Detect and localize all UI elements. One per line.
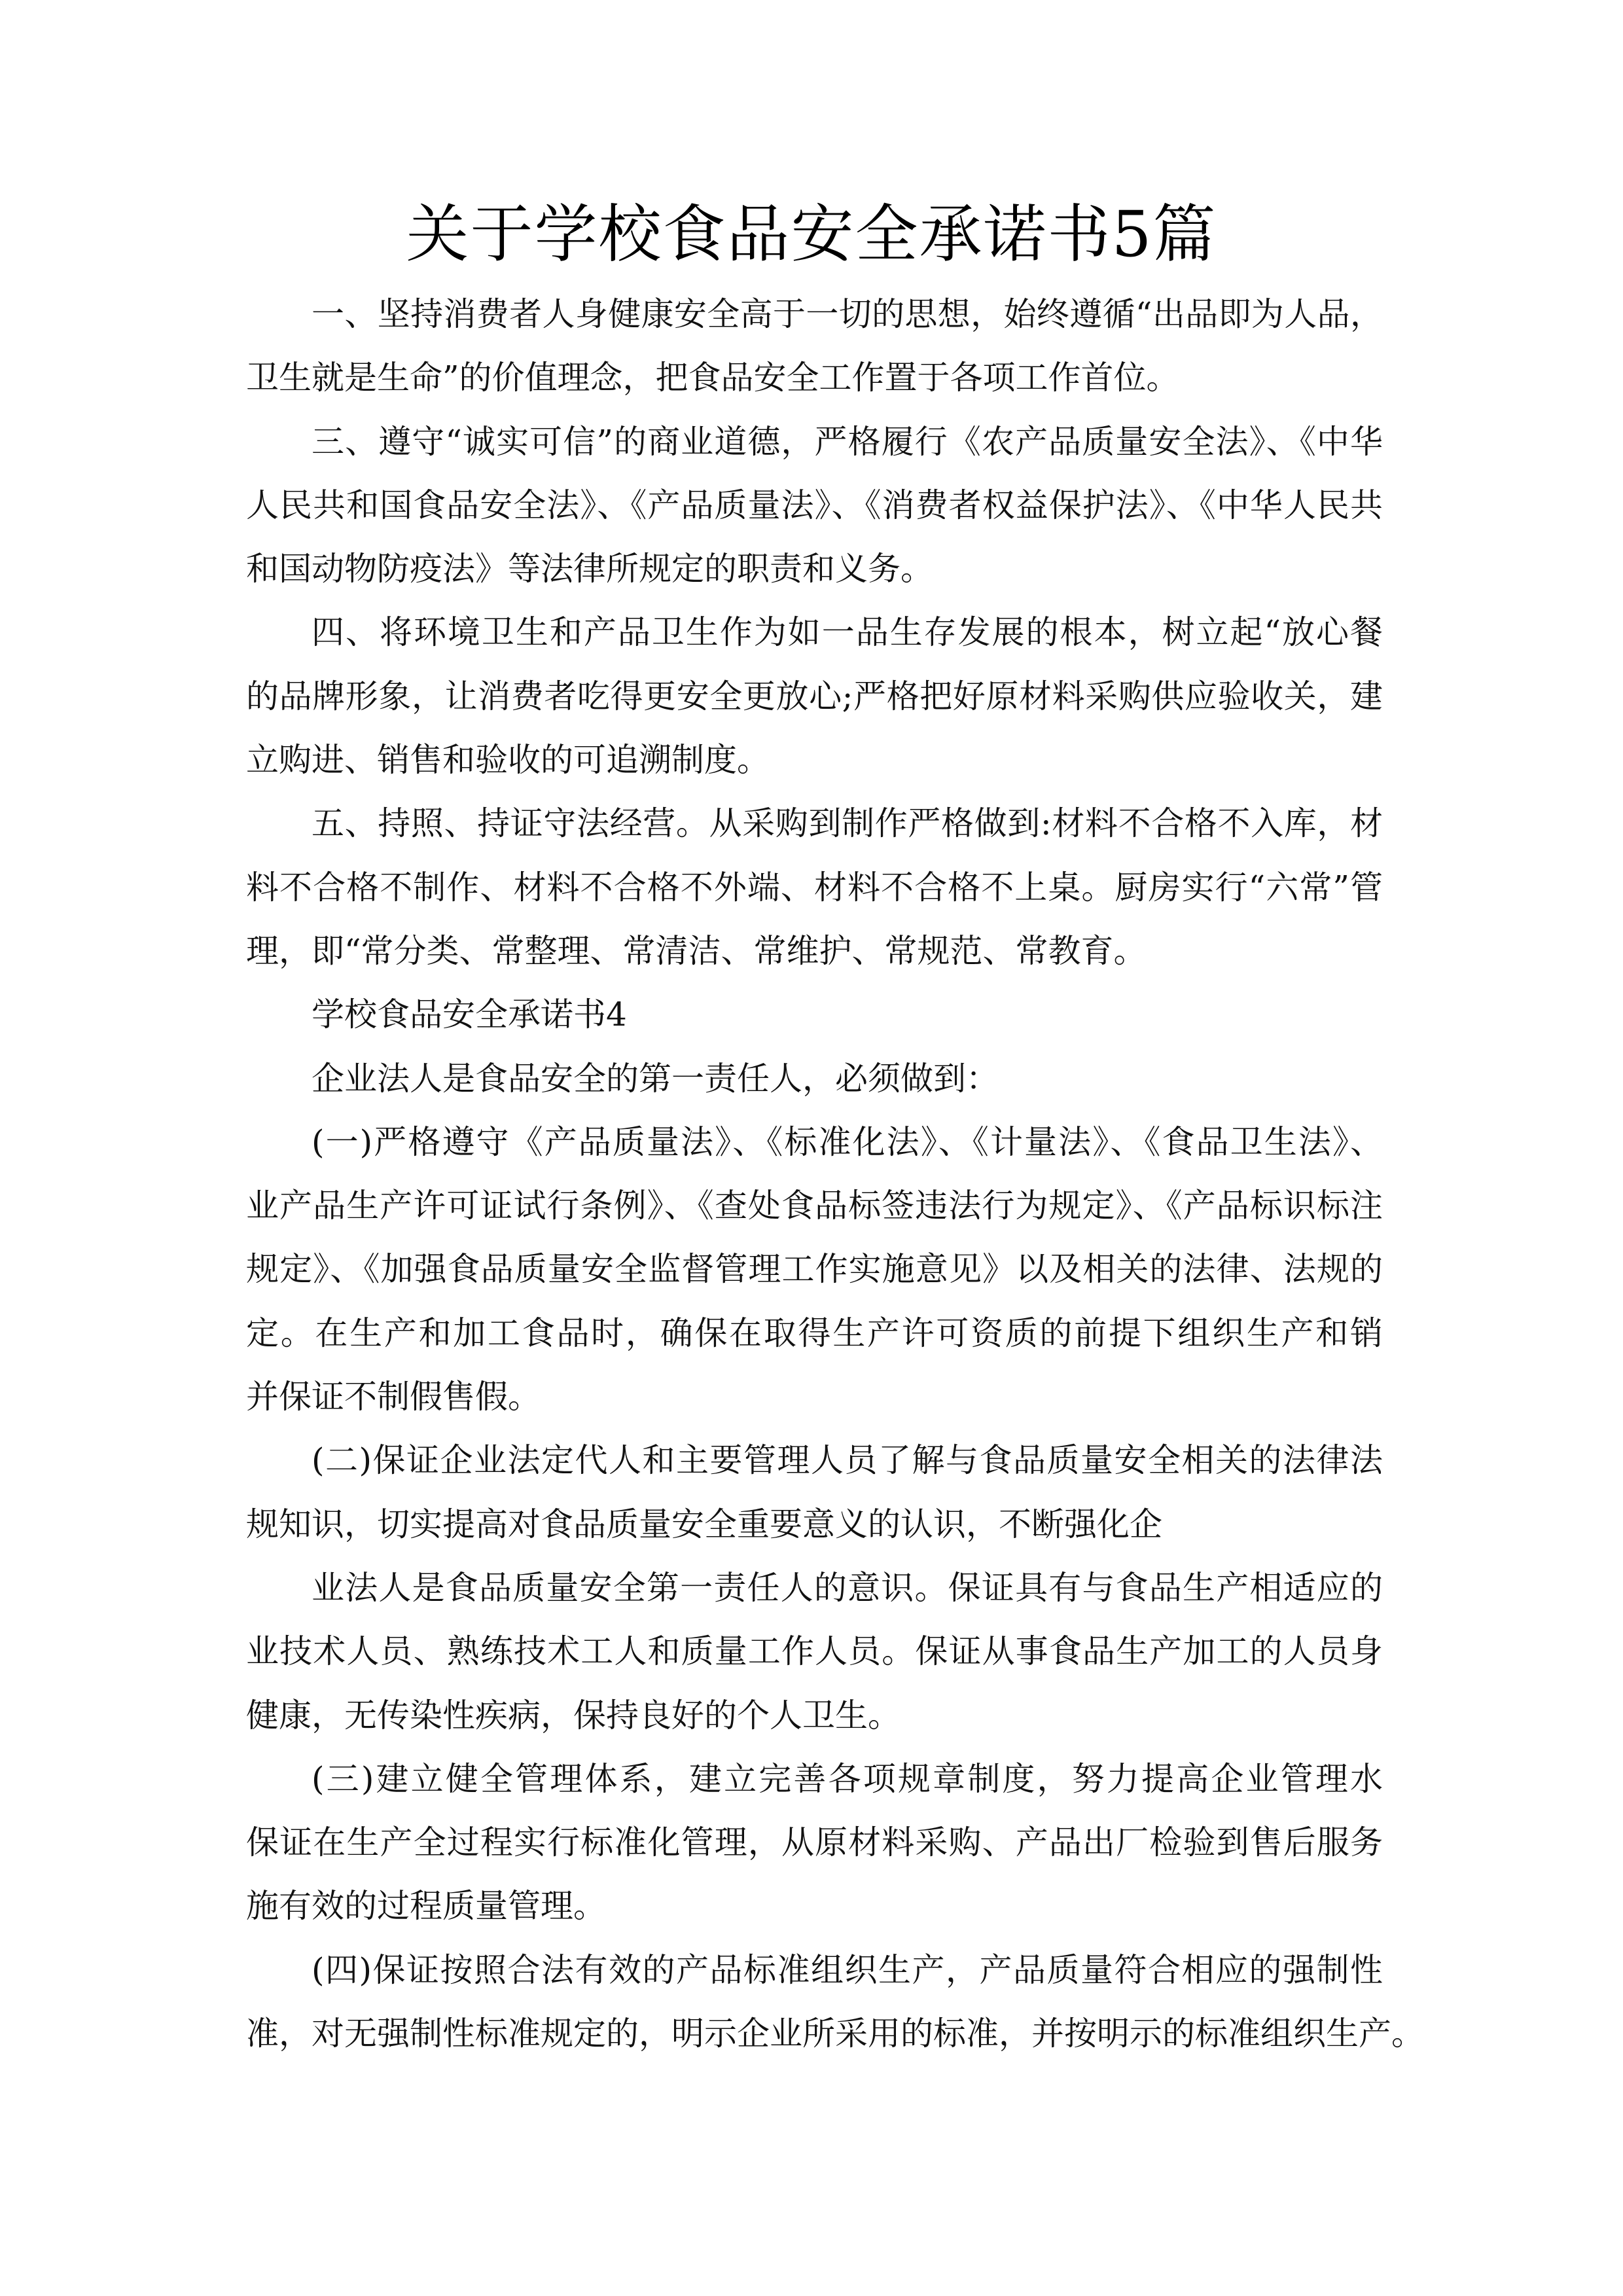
paragraph-line: 并保证不制假售假。 [246,1378,541,1416]
paragraph-line: 四、将环境卫生和产品卫生作为如一品生存发展的根本，树立起“放心餐 [312,613,1383,652]
paragraph-line: 业产品生产许可证试行条例》、《查处食品标签违法行为规定》、《产品标识标注 [246,1187,1383,1225]
paragraph [246,1939,1424,2066]
paragraph [246,410,1383,601]
paragraph-line: 施有效的过程质量管理。 [246,1887,606,1926]
paragraph-line: (三)建立健全管理体系，建立完善各项规章制度，努力提高企业管理水 [312,1759,1383,1798]
paragraph-line: 规定》、《加强食品质量安全监督管理工作实施意见》以及相关的法律、法规的 [246,1250,1383,1289]
paragraph-line: (二)保证企业法定代人和主要管理人员了解与食品质量安全相关的法律法 [312,1441,1383,1480]
paragraph [246,601,1383,792]
paragraph-line: 业技术人员、熟练技术工人和质量工作人员。保证从事食品生产加工的人员身 [246,1632,1383,1671]
paragraph-line: 和国动物防疫法》等法律所规定的职责和义务。 [246,550,933,588]
paragraph-line: 业法人是食品质量安全第一责任人的意识。保证具有与食品生产相适应的 [312,1568,1383,1607]
paragraph-line: 健康，无传染性疾病，保持良好的个人卫生。 [246,1696,901,1734]
paragraph-line: 卫生就是生命”的价值理念，把食品安全工作置于各项工作首位。 [246,359,1179,397]
paragraph [246,283,1383,410]
paragraph-line: 理，即“常分类、常整理、常清洁、常维护、常规范、常教育。 [246,931,1147,970]
paragraph-line: 人民共和国食品安全法》、《产品质量法》、《消费者权益保护法》、《中华人民共 [246,486,1383,524]
paragraph-line: 三、遵守“诚实可信”的商业道德，严格履行《农产品质量安全法》、《中华 [312,422,1383,461]
paragraph-line: 一、坚持消费者人身健康安全高于一切的思想，始终遵循“出品即为人品， [312,295,1383,333]
paragraph-line: 料不合格不制作、材料不合格不外端、材料不合格不上桌。厨房实行“六常”管 [246,868,1383,906]
paragraph-line: (一)严格遵守《产品质量法》、《标准化法》、《计量法》、《食品卫生法》、 [312,1122,1383,1161]
paragraph [246,1047,1383,1111]
document-title: 关于学校食品安全承诺书5篇 [406,198,1217,271]
paragraph [246,792,1383,983]
paragraph [246,1429,1383,1556]
document-body [246,283,1424,2066]
paragraph-line: 的品牌形象，让消费者吃得更安全更放心;严格把好原材料采购供应验收关，建 [246,677,1383,715]
paragraph-line: 定。在生产和加工食品时，确保在取得生产许可资质的前提下组织生产和销 [246,1314,1383,1352]
paragraph [246,1556,1383,1748]
paragraph-line: 立购进、销售和验收的可追溯制度。 [246,741,770,780]
paragraph [246,1748,1383,1939]
paragraph-line: 保证在生产全过程实行标准化管理，从原材料采购、产品出厂检验到售后服务 [246,1823,1383,1862]
paragraph [246,1111,1383,1429]
paragraph-line: 企业法人是食品安全的第一责任人，必须做到： [312,1059,999,1098]
paragraph-line: 学校食品安全承诺书4 [312,996,627,1034]
paragraph-line: (四)保证按照合法有效的产品标准组织生产，产品质量符合相应的强制性 [312,1950,1383,1989]
paragraph-line: 五、持照、持证守法经营。从采购到制作严格做到:材料不合格不入库，材 [312,804,1383,843]
paragraph-line: 准，对无强制性标准规定的，明示企业所采用的标准，并按明示的标准组织生产。 [246,2015,1424,2053]
paragraph-line: 规知识，切实提高对食品质量安全重要意义的认识，不断强化企 [246,1505,1162,1543]
paragraph [246,983,1383,1047]
